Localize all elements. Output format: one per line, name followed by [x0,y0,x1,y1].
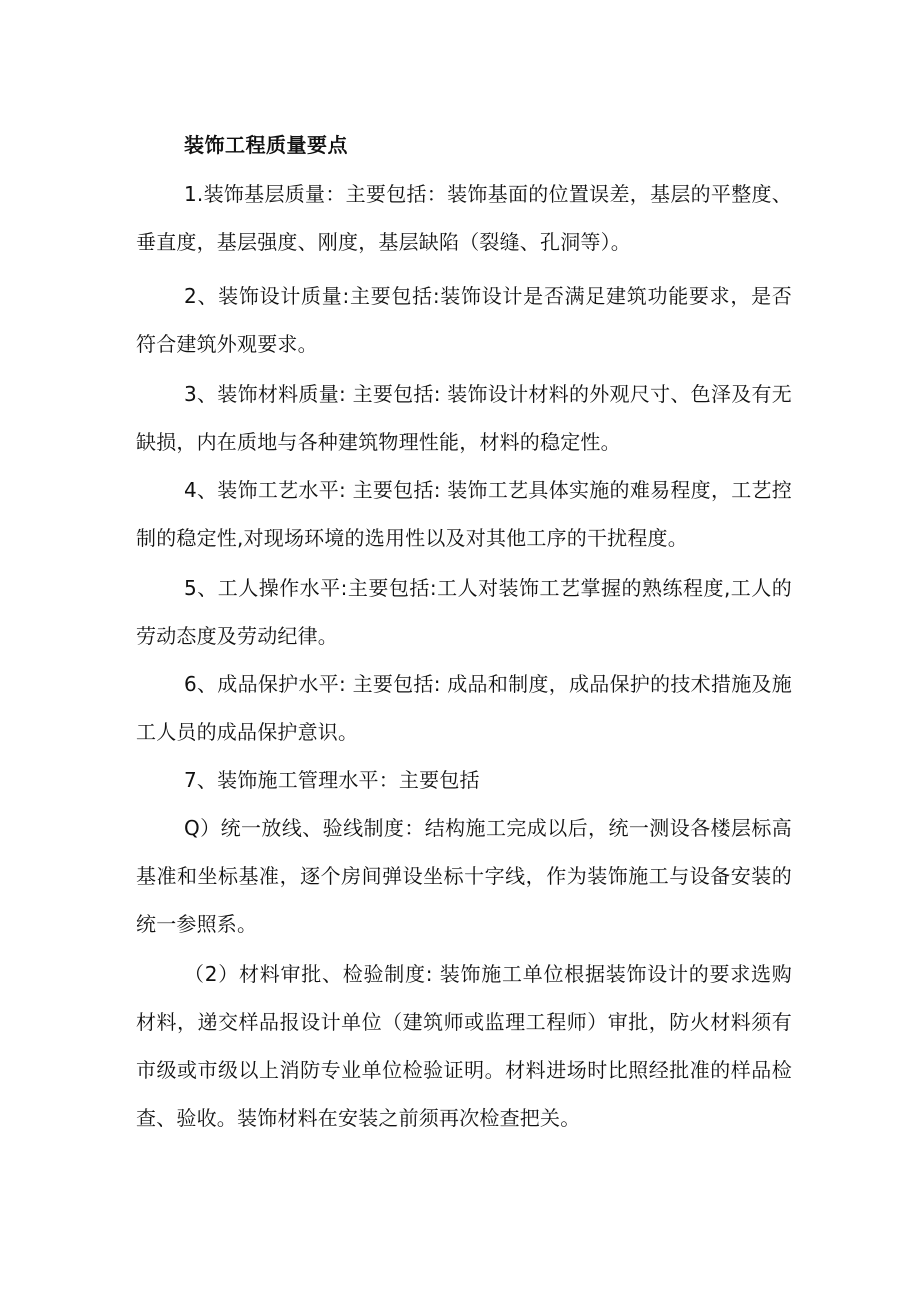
paragraph-material-approval: （2）材料审批、检验制度: 装饰施工单位根据装饰设计的要求选购材料，递交样品报设计单位（建筑师或监理工程师）审批，防火材料须有市级或市级以上消防专业单位检验证明。材料进场时比照经批准的样品检查、验收。装饰材料在安装之前须再次检查把关。 [136,962,792,1130]
paragraph-base-quality: 1.装饰基层质量：主要包括：装饰基面的位置误差，基层的平整度、垂直度，基层强度、刚度，基层缺陷（裂缝、孔洞等）。 [136,182,792,254]
paragraph-layout-system: Q）统一放线、验线制度：结构施工完成以后，统一测设各楼层标高基准和坐标基准，逐个房间弹设坐标十字线，作为装饰施工与设备安装的统一参照系。 [136,816,792,936]
paragraph-protection-level: 6、成品保护水平: 主要包括: 成品和制度，成品保护的技术措施及施工人员的成品保护意识。 [136,672,792,744]
paragraph-worker-level: 5、工人操作水平:主要包括:工人对装饰工艺掌握的熟练程度,工人的劳动态度及劳动纪律。 [136,576,792,648]
paragraph-design-quality: 2、装饰设计质量:主要包括:装饰设计是否满足建筑功能要求，是否符合建筑外观要求。 [136,284,792,356]
paragraph-process-level: 4、装饰工艺水平: 主要包括: 装饰工艺具体实施的难易程度，工艺控制的稳定性,对现场环境的选用性以及对其他工序的干扰程度。 [136,478,792,550]
paragraph-management-level: 7、装饰施工管理水平：主要包括 [184,768,480,792]
paragraph-material-quality: 3、装饰材料质量: 主要包括: 装饰设计材料的外观尺寸、色泽及有无缺损，内在质地与各种建筑物理性能，材料的稳定性。 [136,382,792,454]
document-title: 装饰工程质量要点 [184,133,348,157]
